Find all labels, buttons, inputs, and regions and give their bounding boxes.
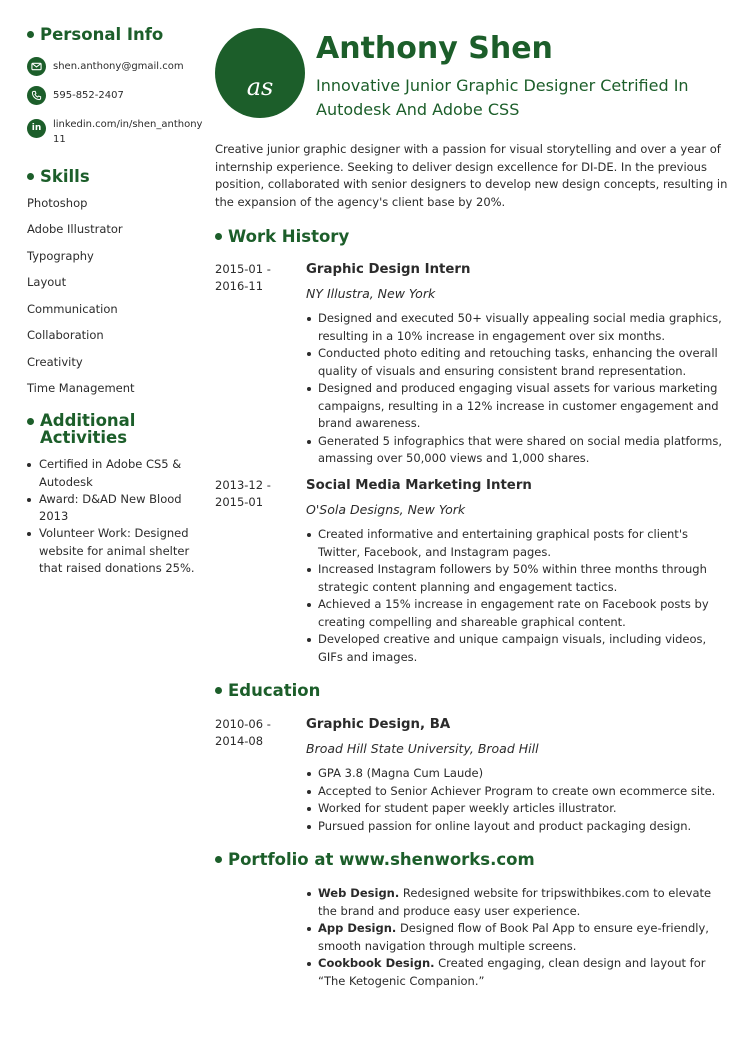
sidebar [27, 26, 202, 577]
contact-email[interactable] [27, 57, 202, 77]
linkedin-text: linkedin.com/in/shen_anthony11 [53, 119, 203, 146]
monogram-initials: as [246, 73, 274, 101]
skill-item: Photoshop [27, 195, 88, 210]
phone-text: 595-852-2407 [53, 90, 124, 102]
list-item: Worked for student paper weekly articles illustrator. [304, 800, 729, 818]
bullet-dot-icon [215, 687, 222, 694]
skill-item: Adobe Illustrator [27, 222, 123, 237]
list-item: Accepted to Senior Achiever Program to create own ecommerce site. [304, 783, 729, 801]
job-date: 2013-12 - 2015-01 [215, 478, 271, 509]
list-item: GPA 3.8 (Magna Cum Laude) [304, 765, 729, 783]
portfolio-item [304, 920, 729, 955]
portfolio-item [304, 885, 729, 920]
email-icon [27, 57, 46, 76]
job-title: Graphic Design Intern [306, 262, 471, 277]
activities-list [27, 456, 202, 577]
contact-linkedin[interactable] [27, 115, 202, 145]
job-bullets [304, 526, 729, 666]
portfolio-item-label: Web Design. [318, 886, 400, 900]
list-item: Conducted photo editing and retouching tasks, enhancing the overall quality of visuals and ensuring consistent brand representation. [304, 345, 729, 380]
portfolio-heading: Portfolio at www.shenworks.com [215, 850, 535, 869]
activity-item: Award: D&AD New Blood 2013 [27, 491, 202, 526]
portfolio-item [304, 955, 729, 990]
bullet-dot-icon [215, 856, 222, 863]
list-item: Achieved a 15% increase in engagement rate on Facebook posts by creating compelling and shareable graphical content. [304, 596, 729, 631]
skills-list [27, 196, 202, 408]
bullet-dot-icon [27, 418, 34, 425]
list-item: Developed creative and unique campaign visuals, including videos, GIFs and images. [304, 631, 729, 666]
portfolio-item-label: Cookbook Design. [318, 956, 435, 970]
activity-item: Volunteer Work: Designed website for animal shelter that raised donations 25%. [27, 525, 202, 577]
bullet-dot-icon [215, 233, 222, 240]
job-organization: NY Illustra, New York [306, 286, 436, 301]
list-item: Pursued passion for online layout and product packaging design. [304, 818, 729, 836]
personal-info-heading: Personal Info [27, 26, 202, 43]
list-item: Created informative and entertaining graphical posts for client's Twitter, Facebook, and Instagram pages. [304, 526, 729, 561]
portfolio-item-label: App Design. [318, 921, 397, 935]
candidate-tagline: Innovative Junior Graphic Designer Cetrified In Autodesk And Adobe CSS [316, 76, 689, 119]
portfolio-item-text: Designed flow of Book Pal App to ensure eye-friendly, smooth navigation through multiple screens. [318, 921, 709, 953]
job-organization: O'Sola Designs, New York [306, 502, 466, 517]
education-bullets [304, 765, 729, 835]
skill-item: Time Management [27, 381, 135, 396]
list-item: Increased Instagram followers by 50% within three months through strategic content planning and engagement tactics. [304, 561, 729, 596]
list-item: Generated 5 infographics that were shared on social media platforms, amassing over 50,000 views and 1,000 shares. [304, 433, 729, 468]
education-degree: Graphic Design, BA [306, 717, 451, 732]
job-title: Social Media Marketing Intern [306, 478, 532, 493]
skill-item: Creativity [27, 354, 83, 369]
monogram-avatar [215, 28, 305, 118]
work-history-heading: Work History [215, 227, 349, 246]
contact-phone[interactable] [27, 86, 202, 106]
job-date: 2015-01 - 2016-11 [215, 262, 271, 293]
portfolio-item-text: Redesigned website for tripswithbikes.com to elevate the brand and produce easy user experience. [318, 886, 712, 918]
portfolio-item-text: Created engaging, clean design and layout for “The Ketogenic Companion.” [318, 956, 706, 988]
job-bullets [304, 310, 729, 468]
linkedin-icon: in [27, 119, 46, 138]
skill-item: Communication [27, 301, 118, 316]
education-school: Broad Hill State University, Broad Hill [306, 741, 539, 756]
skills-heading: Skills [27, 168, 202, 185]
additional-activities-heading: Additional Activities [27, 412, 202, 447]
email-text: shen.anthony@gmail.com [53, 61, 184, 73]
activity-item: Certified in Adobe CS5 & Autodesk [27, 456, 202, 491]
list-item: Designed and produced engaging visual assets for various marketing campaigns, resulting in a 12% increase in customer engagement and brand awareness. [304, 380, 729, 433]
candidate-name: Anthony Shen [316, 31, 553, 66]
bullet-dot-icon [27, 173, 34, 180]
list-item: Designed and executed 50+ visually appealing social media graphics, resulting in a 10% increase in engagement over six months. [304, 310, 729, 345]
bullet-dot-icon [27, 31, 34, 38]
skill-item: Collaboration [27, 328, 104, 343]
education-heading: Education [215, 681, 320, 700]
phone-icon [27, 86, 46, 105]
skill-item: Layout [27, 275, 67, 290]
portfolio-bullets [304, 885, 729, 990]
skill-item: Typography [27, 248, 94, 263]
profile-summary: Creative junior graphic designer with a passion for visual storytelling and over a year of internship experience. Seeking to deliver design excellence for DI-DE. In the previous position, collaborated with senior designers to develop new design concepts, resulting in the expansion of the agency's client base by 20%. [215, 142, 728, 209]
education-date: 2010-06 - 2014-08 [215, 717, 271, 748]
